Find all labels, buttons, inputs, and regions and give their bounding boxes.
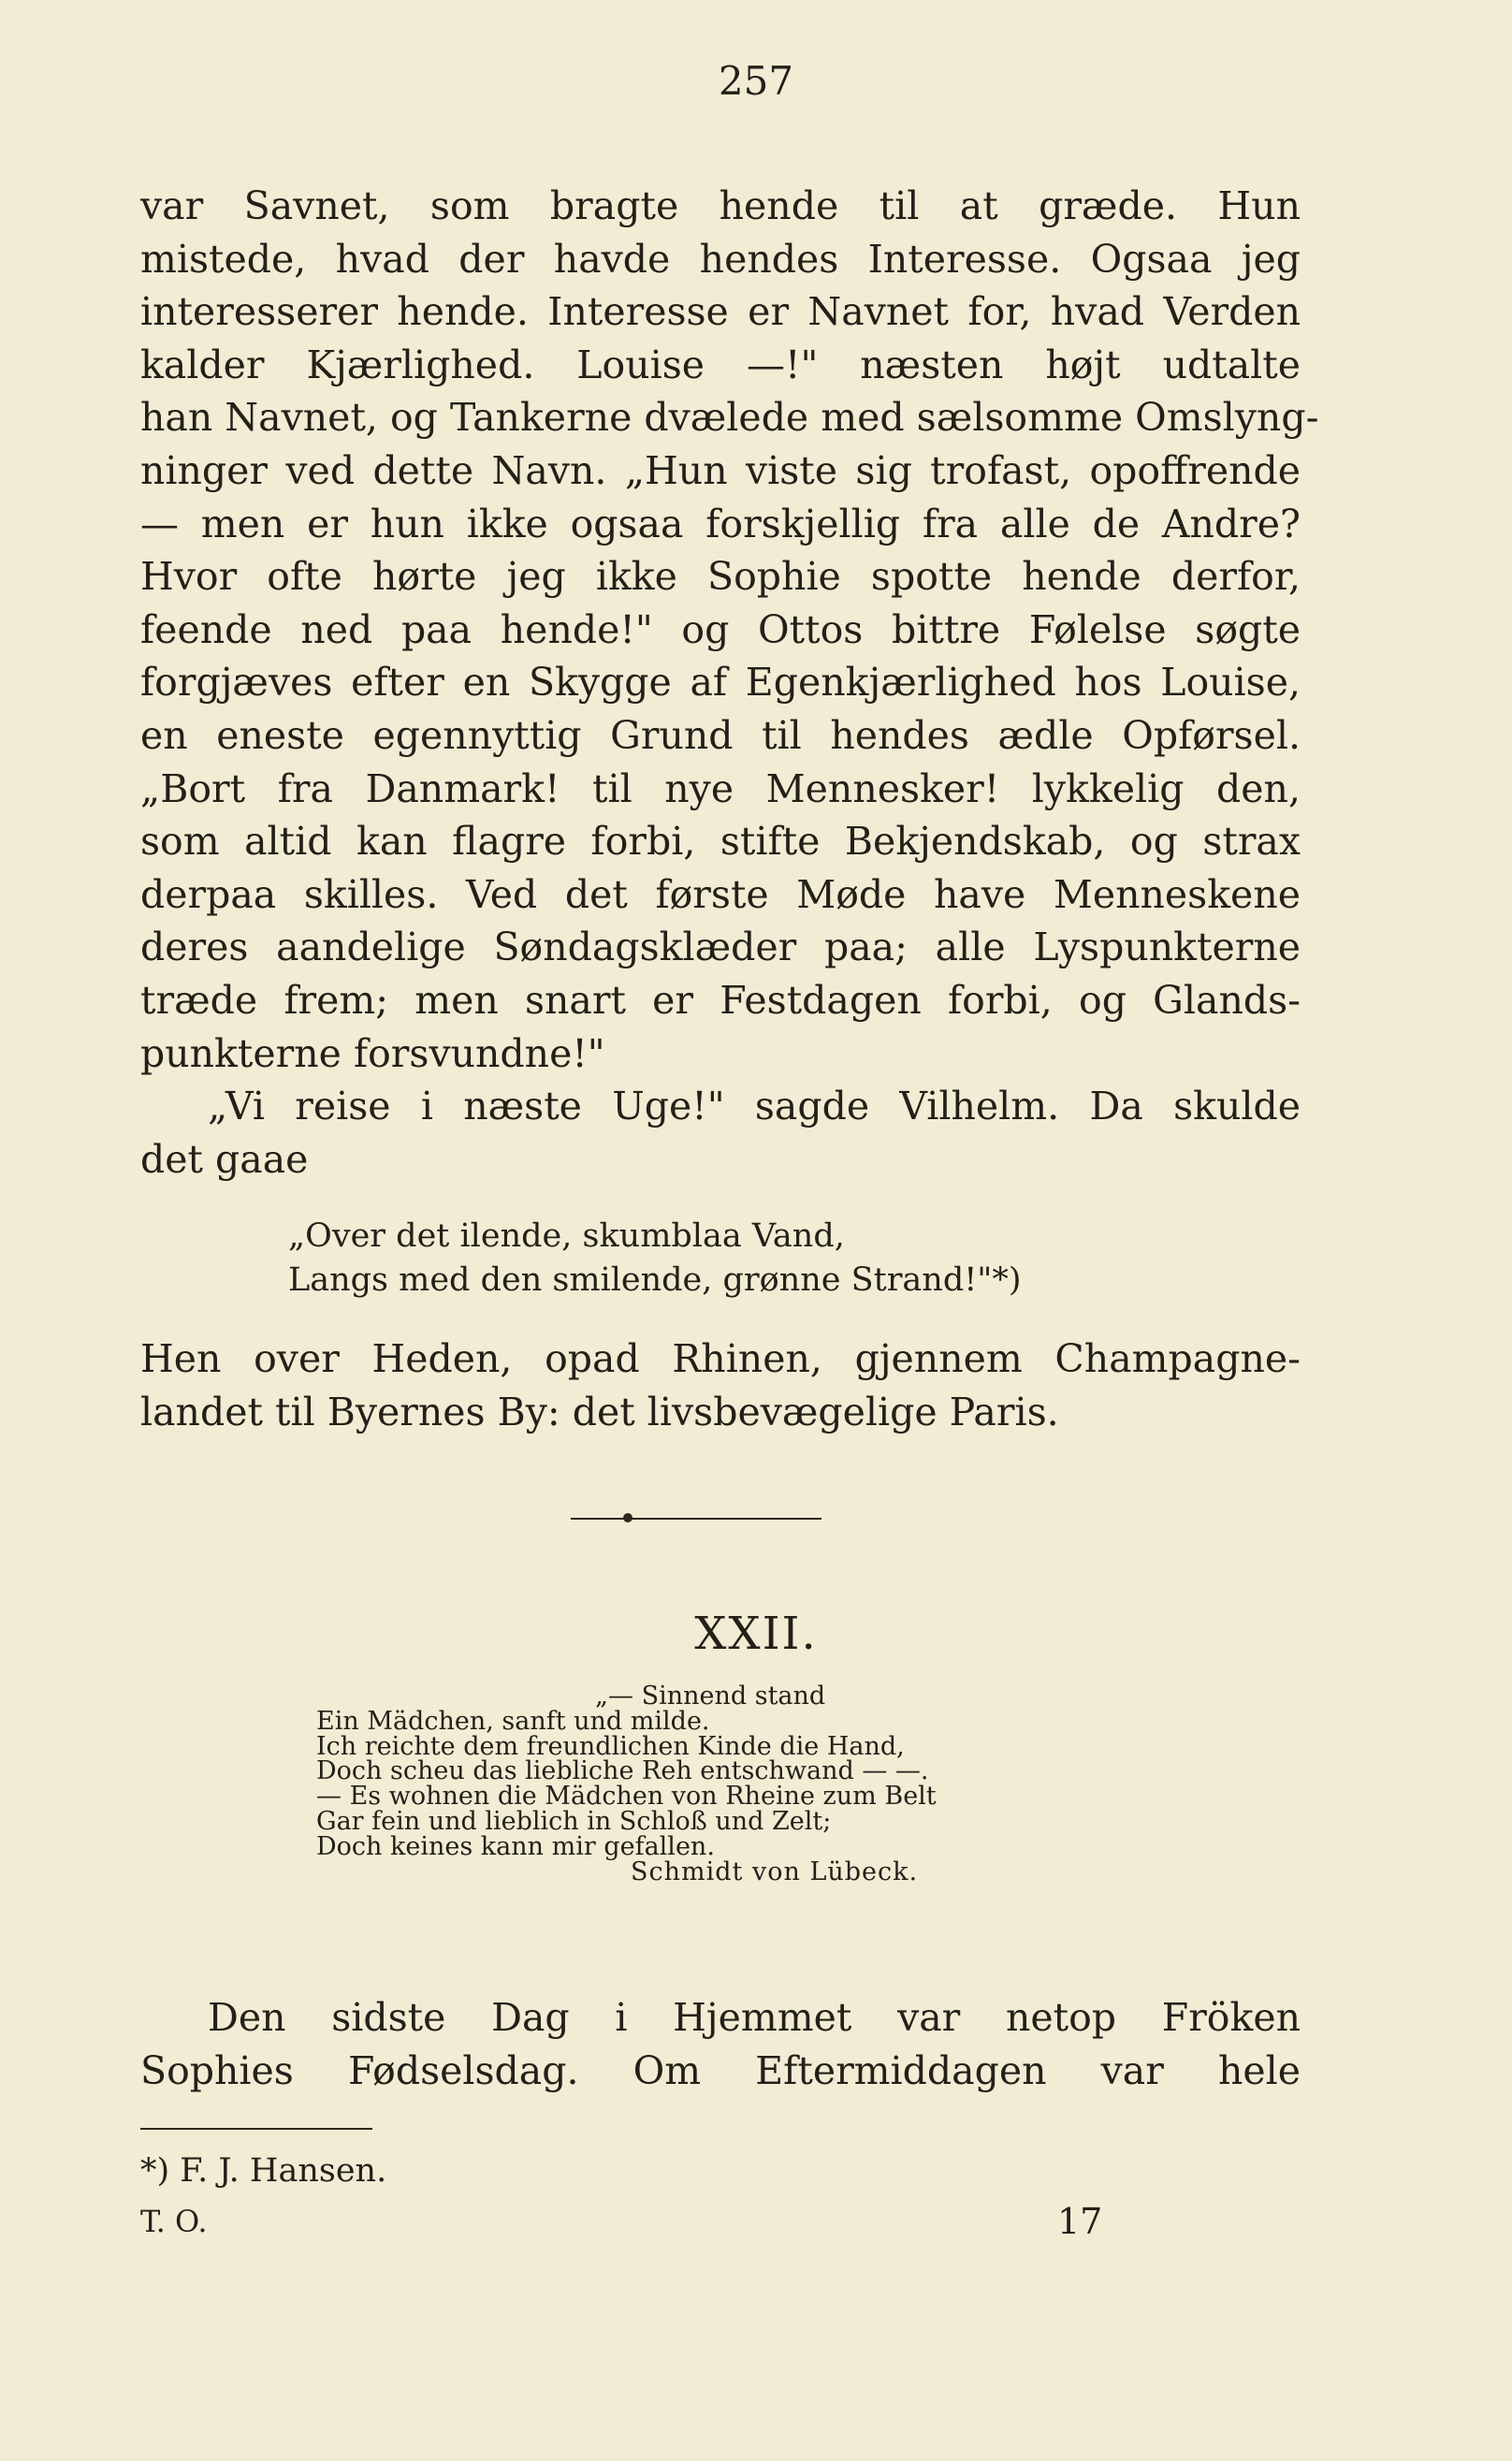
text-line: derpaa skilles. Ved det første Møde have Menneskene [140, 871, 1301, 917]
text-line: han Navnet, og Tankerne dvælede med sælsomme Omslyng- [140, 395, 1319, 441]
page-number: 257 [718, 58, 794, 104]
chapter-text [140, 1991, 1301, 2097]
text-line: Hvor ofte hørte jeg ikke Sophie spotte hende derfor, [140, 554, 1301, 600]
text-line: Hen over Heden, opad Rhinen, gjennem Champagne- [140, 1336, 1301, 1381]
section-divider [571, 1518, 821, 1520]
text-line: interesserer hende. Interesse er Navnet for, hvad Verden [140, 289, 1301, 335]
text-line: forgjæves efter en Skygge af Egenkjærlighed hos Louise, [140, 660, 1301, 706]
divider-ornament [623, 1513, 632, 1522]
epigraph-line: Ich reichte dem freundlichen Kinde die Hand, [316, 1731, 905, 1761]
epigraph-line: „— Sinnend stand [595, 1682, 826, 1711]
text-line: punkterne forsvundne!" [140, 1030, 605, 1076]
text-line: deres aandelige Søndagsklæder paa; alle Lyspunkterne [140, 925, 1301, 970]
epigraph-line: — Es wohnen die Mädchen von Rheine zum Belt [316, 1782, 937, 1812]
text-line: mistede, hvad der havde hendes Interesse. Ogsaa jeg [140, 236, 1301, 282]
epigraph-line: Doch keines kann mir gefallen. [316, 1831, 715, 1861]
text-line: som altid kan flagre forbi, stifte Bekjendskab, og strax [140, 819, 1301, 865]
verse-line: „Over det ilende, skumblaa Vand, [288, 1217, 845, 1255]
text-line: Sophies Fødselsdag. Om Eftermiddagen var hele [140, 2047, 1301, 2093]
epigraph-attribution: Schmidt von Lübeck. [631, 1857, 919, 1886]
footnote-rule [140, 2128, 372, 2130]
text-line: Den sidste Dag i Hjemmet var netop Fröken [208, 1995, 1301, 2040]
text-line: — men er hun ikke ogsaa forskjellig fra alle de Andre? [140, 501, 1301, 546]
verse-line: Langs med den smilende, grønne Strand!"*) [288, 1261, 1022, 1299]
text-line: ninger ved dette Navn. „Hun viste sig trofast, opoffrende [140, 447, 1301, 493]
continuation-text [140, 1332, 1301, 1438]
text-line: landet til Byernes By: det livsbevægelige Paris. [140, 1389, 1059, 1434]
text-line: træde frem; men snart er Festdagen forbi, og Glands- [140, 977, 1301, 1023]
printer-signature: T. O. [140, 2204, 208, 2239]
epigraph-line: Ein Mädchen, sanft und milde. [316, 1706, 710, 1736]
main-text [140, 180, 1319, 1186]
text-line: det gaae [140, 1136, 309, 1182]
epigraph [316, 1684, 937, 1885]
text-line: „Bort fra Danmark! til nye Mennesker! lykkelig den, [140, 765, 1301, 811]
text-line: var Savnet, som bragte hende til at græde. Hun [140, 183, 1301, 228]
sheet-number: 17 [1057, 2201, 1103, 2242]
epigraph-line: Gar fein und lieblich in Schloß und Zelt; [316, 1806, 832, 1836]
text-line: kalder Kjærlighed. Louise —!" næsten højt udtalte [140, 342, 1301, 387]
chapter-heading: XXII. [694, 1608, 818, 1660]
epigraph-line: Doch scheu das liebliche Reh entschwand — —. [316, 1756, 929, 1786]
text-line: en eneste egennyttig Grund til hendes ædle Opførsel. [140, 712, 1301, 758]
footnote: *) F. J. Hansen. [140, 2152, 387, 2190]
text-line: feende ned paa hende!" og Ottos bittre Følelse søgte [140, 606, 1301, 652]
quoted-verse [288, 1215, 1022, 1303]
text-line: „Vi reise i næste Uge!" sagde Vilhelm. Da skulde [208, 1084, 1301, 1129]
